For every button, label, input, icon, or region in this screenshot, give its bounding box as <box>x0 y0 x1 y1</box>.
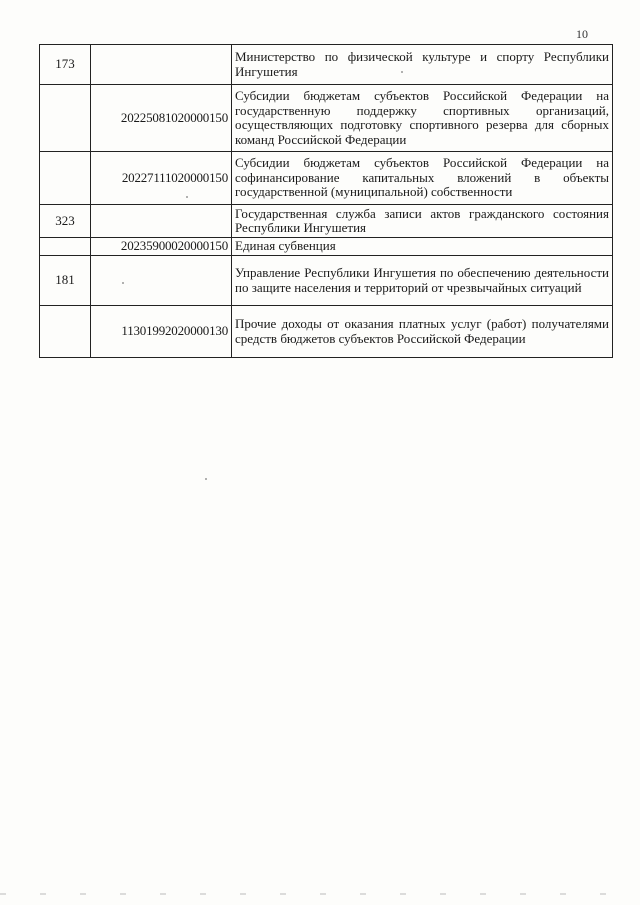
scan-edge-noise <box>0 893 640 895</box>
scan-speck <box>205 478 207 480</box>
table-row <box>40 45 613 85</box>
kbk-code-cell: 11301992020000130 <box>91 306 232 358</box>
table-row <box>40 306 613 358</box>
kbk-code-cell: 20227111020000150 <box>91 152 232 205</box>
name-cell: Субсидии бюджетам субъектов Российской Федерации на государственную поддержку спортивных организаций, осуществляющих подготовку спортивного резерва для сборных команд Российской Федерации <box>232 85 613 152</box>
table-row <box>40 256 613 306</box>
page-number: 10 <box>576 27 588 41</box>
table-row <box>40 238 613 256</box>
table-row <box>40 152 613 205</box>
table-row <box>40 205 613 238</box>
admin-code-cell <box>40 152 91 205</box>
name-cell: Единая субвенция <box>232 238 613 256</box>
scan-speck <box>401 71 403 73</box>
name-cell: Управление Республики Ингушетия по обеспечению деятельности по защите населения и территорий от чрезвычайных ситуаций <box>232 256 613 306</box>
admin-code-cell <box>40 306 91 358</box>
kbk-code-cell <box>91 45 232 85</box>
kbk-code-cell <box>91 205 232 238</box>
admin-code-cell <box>40 85 91 152</box>
table-row <box>40 85 613 152</box>
name-cell: Министерство по физической культуре и спорту Республики Ингушетия <box>232 45 613 85</box>
kbk-code-cell: 20235900020000150 <box>91 238 232 256</box>
scan-speck <box>122 282 124 284</box>
budget-codes-table <box>39 44 613 358</box>
admin-code-cell: 181 <box>40 256 91 306</box>
admin-code-cell: 323 <box>40 205 91 238</box>
admin-code-cell: 173 <box>40 45 91 85</box>
kbk-code-cell <box>91 256 232 306</box>
name-cell: Прочие доходы от оказания платных услуг (работ) получателями средств бюджетов субъектов Российской Федерации <box>232 306 613 358</box>
kbk-code-cell: 20225081020000150 <box>91 85 232 152</box>
admin-code-cell <box>40 238 91 256</box>
name-cell: Субсидии бюджетам субъектов Российской Федерации на софинансирование капитальных вложений в объекты государственной (муниципальной) собственности <box>232 152 613 205</box>
name-cell: Государственная служба записи актов гражданского состояния Республики Ингушетия <box>232 205 613 238</box>
scan-speck <box>186 196 188 198</box>
